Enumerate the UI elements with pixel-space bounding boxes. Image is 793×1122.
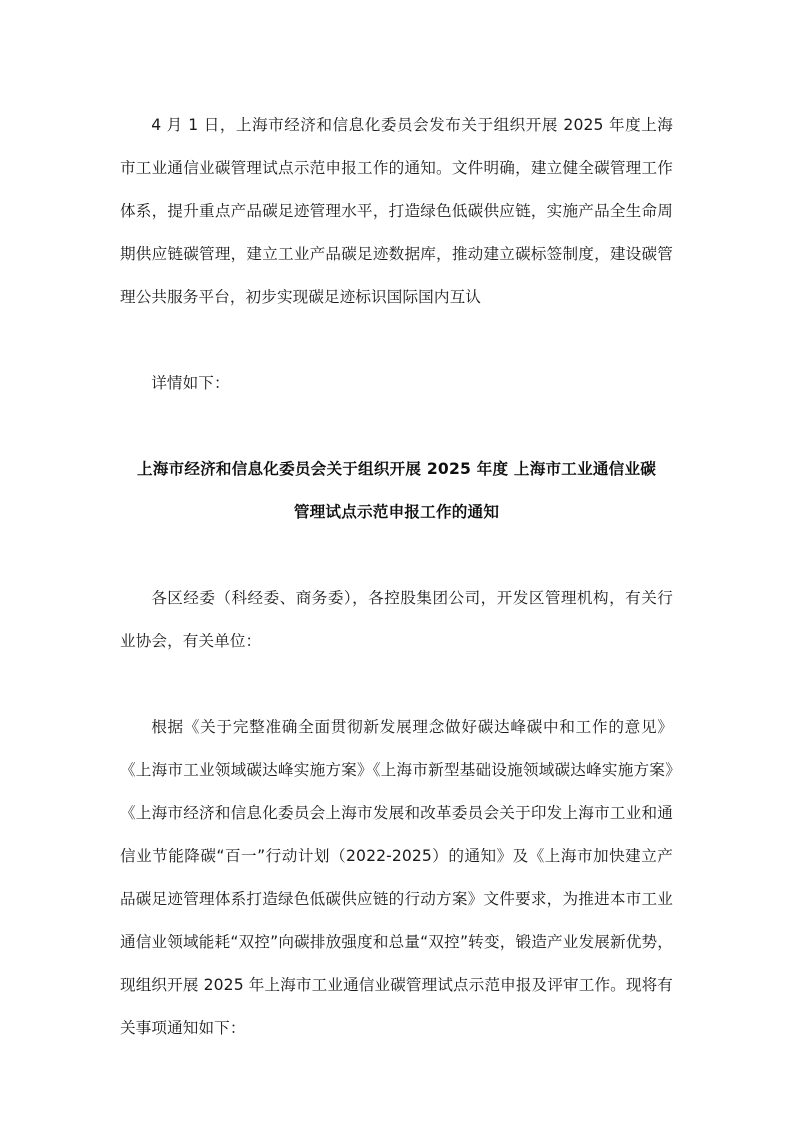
- intro-paragraph: 4 月 1 日，上海市经济和信息化委员会发布关于组织开展 2025 年度上海市工业通信业碳管理试点示范申报工作的通知。文件明确，建立健全碳管理工作体系，提升重点产品碳足迹管理水平，打造绿色低碳供应链，实施产品全生命周期供应链碳管理，建立工业产品碳足迹数据库，推动建立碳标签制度，建设碳管理公共服务平台，初步实现碳足迹标识国际国内互认: [120, 116, 673, 306]
- notice-title-line-1: 上海市经济和信息化委员会关于组织开展 2025 年度 上海市工业通信业碳: [136, 460, 657, 478]
- paragraph-spacer: [120, 405, 673, 448]
- addressee-paragraph: 各区经委（科经委、商务委），各控股集团公司，开发区管理机构，有关行业协会，有关单位：: [120, 589, 673, 650]
- paragraph-spacer: [120, 319, 673, 362]
- notice-title: [120, 448, 673, 534]
- details-lead-paragraph: 详情如下：: [151, 374, 230, 392]
- paragraph-spacer: [120, 663, 673, 706]
- body-paragraph: 根据《关于完整准确全面贯彻新发展理念做好碳达峰碳中和工作的意见》《上海市工业领域碳达峰实施方案》《上海市新型基础设施领域碳达峰实施方案》《上海市经济和信息化委员会上海市发展和改革委员会关于印发上海市工业和通信业节能降碳“百一”行动计划（2022-2025）的通知》及《上海市加快建立产品碳足迹管理体系打造绿色低碳供应链的行动方案》文件要求，为推进本市工业通信业领域能耗“双控”向碳排放强度和总量“双控”转变，锻造产业发展新优势，现组织开展 2025 年上海市工业通信业碳管理试点示范申报及评审工作。现将有关事项通知如下：: [120, 718, 673, 1037]
- paragraph-spacer: [120, 534, 673, 577]
- notice-title-line-2: 管理试点示范申报工作的通知: [293, 503, 500, 521]
- document-body: [120, 104, 673, 1050]
